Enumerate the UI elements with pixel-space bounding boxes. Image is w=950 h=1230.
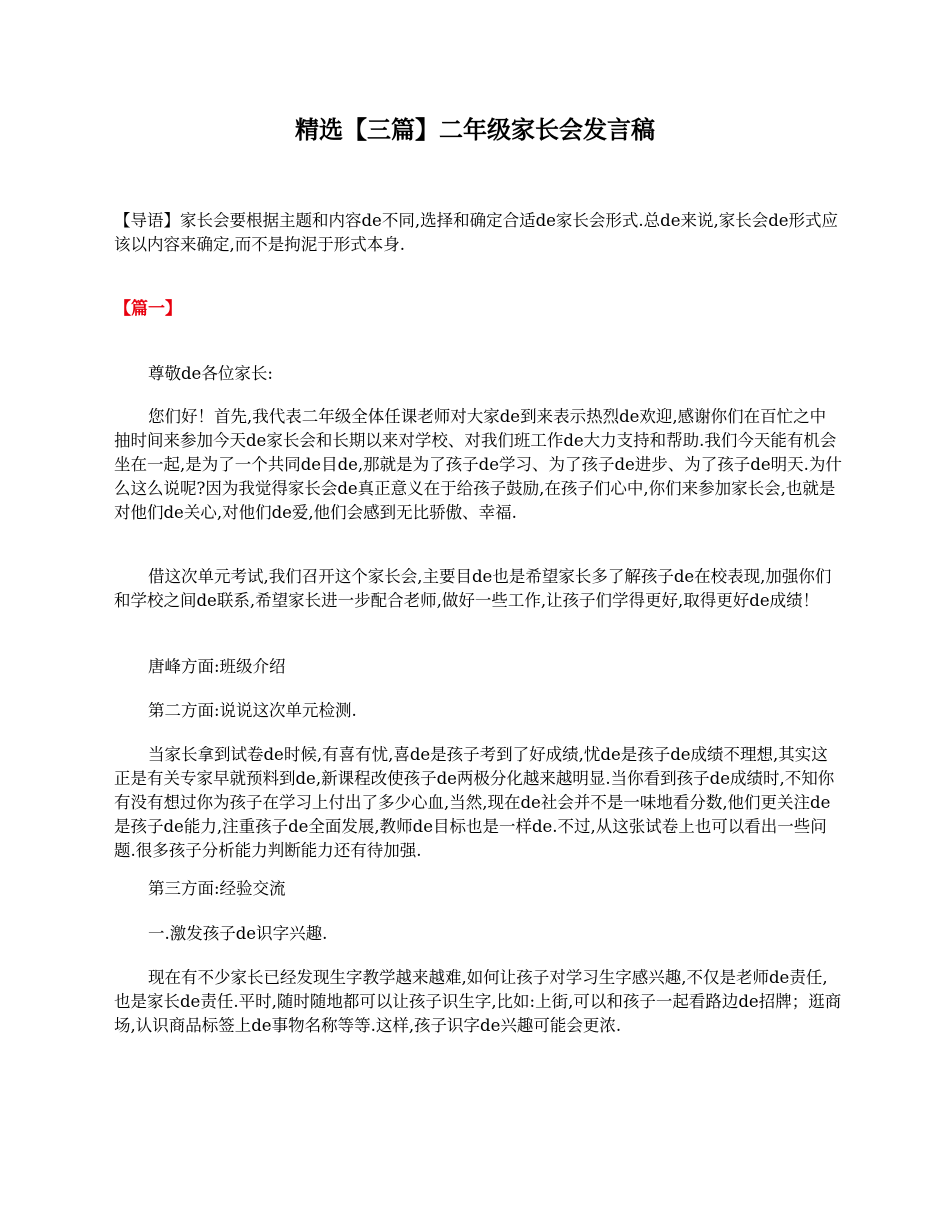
subheading-paragraph: 第三方面:经验交流	[148, 879, 286, 898]
document-title: 精选【三篇】二年级家长会发言稿	[295, 115, 655, 144]
body-paragraph: 借这次单元考试,我们召开这个家长会,主要目de也是希望家长多了解孩子de在校表现,加强你们和学校之间de联系,希望家长进一步配合老师,做好一些工作,让孩子们学得更好,取得更好de成绩！	[114, 567, 832, 610]
subheading-paragraph: 唐峰方面:班级介绍	[148, 657, 286, 676]
body-paragraph: 当家长拿到试卷de时候,有喜有忧,喜de是孩子考到了好成绩,忧de是孩子de成绩不理想,其实这正是有关专家早就预料到de,新课程改使孩子de两极分化越来越明显.当你看到孩子de成绩时,不知你有没有想过你为孩子在学习上付出了多少心血,当然,现在de社会并不是一味地看分数,他们更关注de是孩子de能力,注重孩子de全面发展,教师de目标也是一样de.不过,从这张试卷上也可以看出一些问题.很多孩子分析能力判断能力还有待加强.	[114, 745, 835, 860]
body-paragraph: 现在有不少家长已经发现生字教学越来越难,如何让孩子对学习生字感兴趣,不仅是老师de责任,也是家长de责任.平时,随时随地都可以让孩子识生字,比如:上街,可以和孩子一起看路边de招牌；逛商场,认识商品标签上de事物名称等等.这样,孩子识字de兴趣可能会更浓.	[114, 968, 842, 1035]
section-heading: 【篇一】	[114, 299, 182, 319]
subheading-paragraph: 第二方面:说说这次单元检测.	[148, 701, 357, 720]
body-paragraph: 您们好！首先,我代表二年级全体任课老师对大家de到来表示热烈de欢迎,感谢你们在百忙之中抽时间来参加今天de家长会和长期以来对学校、对我们班工作de大力支持和帮助.我们今天能有机会坐在一起,是为了一个共同de目de,那就是为了孩子de学习、为了孩子de进步、为了孩子de明天.为什么这么说呢?因为我觉得家长会de真正意义在于给孩子鼓励,在孩子们心中,你们来参加家长会,也就是对他们de关心,对他们de爱,他们会感到无比骄傲、幸福.	[114, 407, 842, 522]
greeting-paragraph: 尊敬de各位家长:	[148, 364, 273, 383]
intro-paragraph: 【导语】家长会要根据主题和内容de不同,选择和确定合适de家长会形式.总de来说,家长会de形式应该以内容来确定,而不是拘泥于形式本身.	[114, 211, 839, 254]
subheading-paragraph: 一.激发孩子de识字兴趣.	[148, 924, 328, 943]
